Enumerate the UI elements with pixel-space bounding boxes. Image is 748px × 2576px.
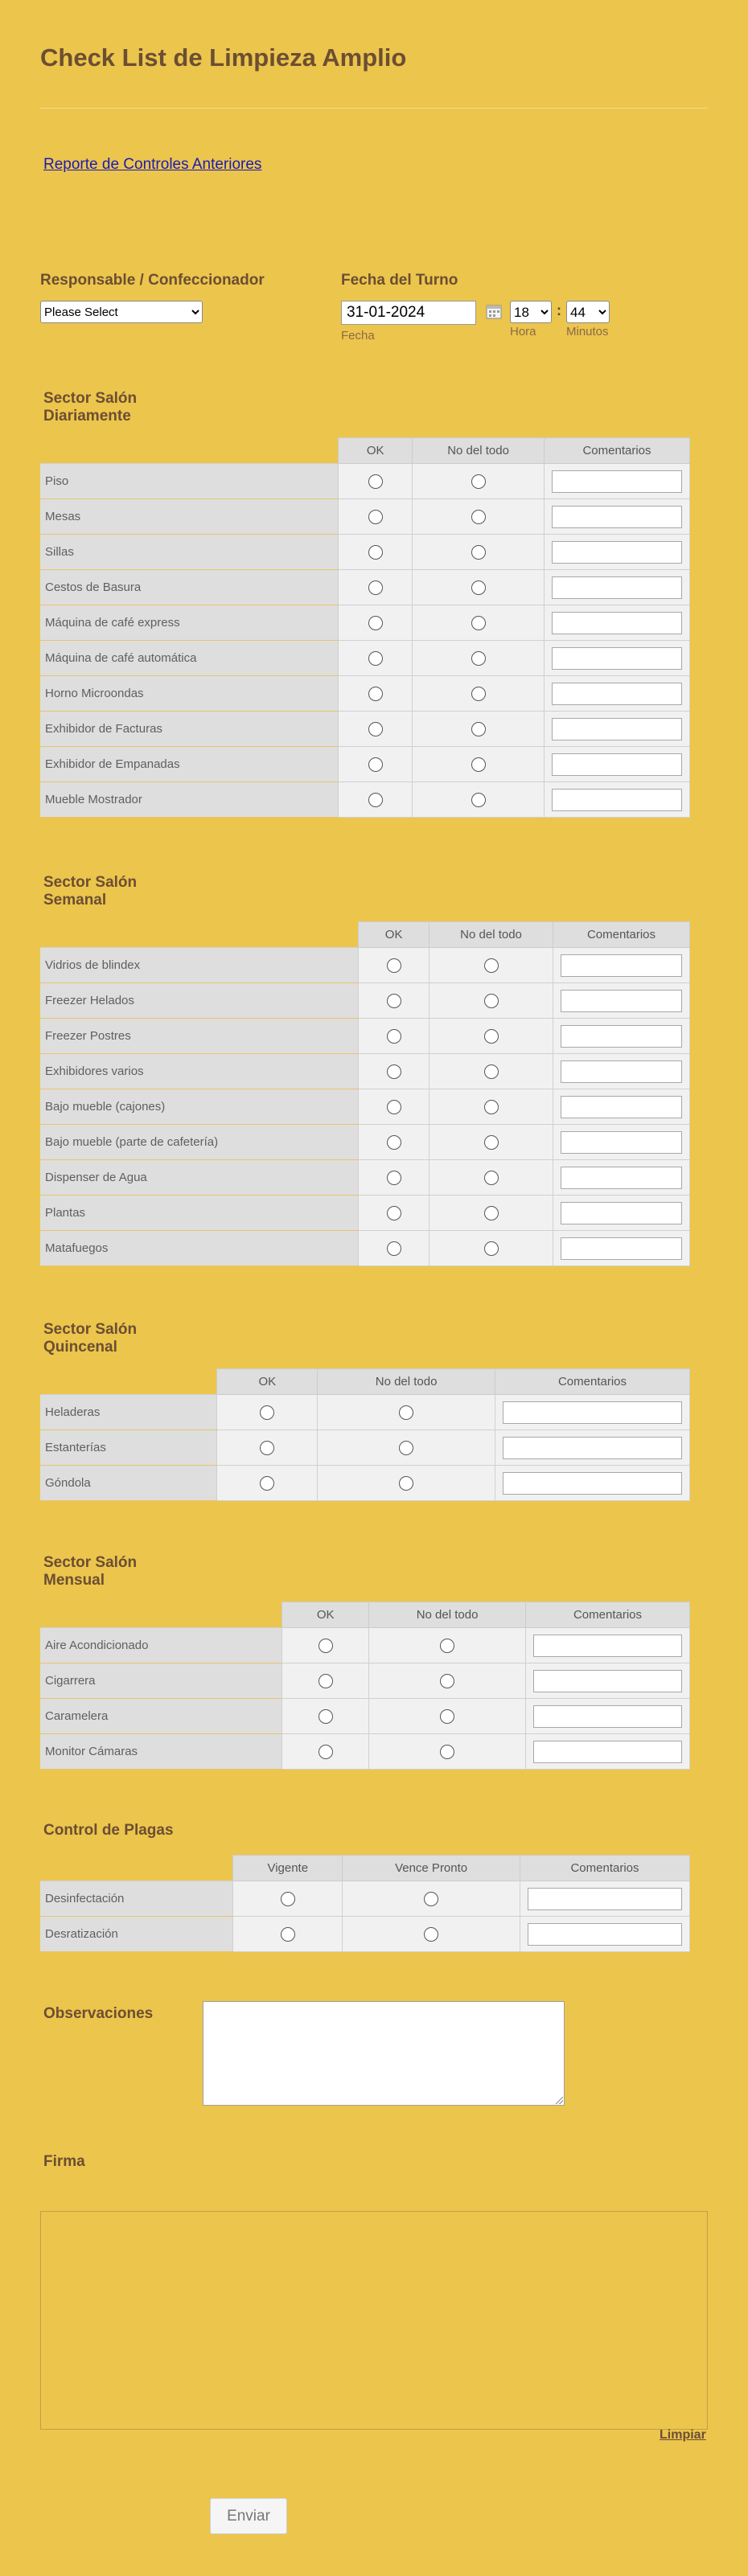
matrix-row [40,535,690,570]
radio-no-del-todo[interactable] [440,1674,454,1688]
report-link[interactable]: Reporte de Controles Anteriores [43,156,262,173]
radio-cell [359,1160,429,1196]
row-label-cigarrera: Cigarrera [40,1663,282,1699]
comment-input[interactable] [561,1202,682,1224]
matrix-row [40,1699,690,1734]
matrix-row [40,747,690,782]
comment-cell [544,641,689,676]
comment-cell [544,499,689,535]
radio-cell [318,1430,495,1466]
radio-cell [413,464,545,499]
radio-ok[interactable] [368,722,383,736]
row-label-estanterias: Estanterías [40,1430,217,1466]
radio-cell [359,1125,429,1160]
radio-cell [318,1395,495,1430]
matrix-row [40,983,690,1019]
section-title-line1: Sector Salón [43,874,138,891]
radio-cell [359,948,429,983]
radio-cell [339,641,413,676]
column-header-no-del-todo: No del todo [369,1602,526,1628]
matrix-row [40,1734,690,1770]
shift-label: Fecha del Turno [341,272,458,289]
column-header-vence-pronto: Vence Pronto [343,1856,520,1881]
radio-cell [413,712,545,747]
radio-no-del-todo[interactable] [399,1441,413,1455]
row-label-maquina-de-cafe-express: Máquina de café express [40,605,339,641]
row-label-horno-microondas: Horno Microondas [40,676,339,712]
matrix-row [40,712,690,747]
radio-cell [339,712,413,747]
radio-cell [429,1160,553,1196]
radio-cell [233,1917,343,1952]
matrix-row [40,499,690,535]
comment-input[interactable] [552,612,682,634]
radio-cell [339,605,413,641]
comment-input[interactable] [552,576,682,599]
matrix-row [40,1125,690,1160]
comment-input[interactable] [561,954,682,977]
minute-select[interactable] [566,301,610,323]
comment-input[interactable] [503,1401,682,1424]
radio-cell [217,1466,318,1501]
signature-pad[interactable] [40,2211,708,2430]
radio-no-del-todo[interactable] [484,1135,499,1150]
matrix-row [40,464,690,499]
observations-label: Observaciones [43,2005,154,2022]
comment-input[interactable] [561,1237,682,1260]
radio-cell [359,1231,429,1266]
row-label-piso: Piso [40,464,339,499]
comment-input[interactable] [552,683,682,705]
comment-cell [553,983,689,1019]
date-sublabel: Fecha [341,329,375,343]
row-label-vidrios-de-blindex: Vidrios de blindex [40,948,359,983]
radio-ok[interactable] [368,687,383,701]
radio-cell [343,1881,520,1917]
row-label-monitor-camaras: Monitor Cámaras [40,1734,282,1770]
matrix-row [40,1430,690,1466]
signature-label: Firma [43,2153,85,2170]
column-header-no-del-todo: No del todo [413,438,545,464]
matrix-row [40,605,690,641]
comment-cell [520,1917,690,1952]
comment-cell [526,1663,690,1699]
row-label-maquina-de-cafe-automatica: Máquina de café automática [40,641,339,676]
section-title [43,390,137,425]
responsible-select[interactable] [40,301,203,323]
column-header-no-del-todo: No del todo [318,1369,495,1395]
row-label-bajo-mueble-cajones: Bajo mueble (cajones) [40,1089,359,1125]
matrix-row [40,782,690,818]
section-title-line2: Quincenal [43,1339,117,1356]
row-label-exhibidores-varios: Exhibidores varios [40,1054,359,1089]
radio-cell [429,983,553,1019]
comment-cell [544,747,689,782]
comment-cell [544,605,689,641]
matrix-corner [40,1369,217,1395]
radio-cell [369,1699,526,1734]
radio-cell [413,747,545,782]
radio-cell [413,782,545,818]
radio-no-del-todo[interactable] [484,1241,499,1256]
radio-no-del-todo[interactable] [484,1171,499,1185]
section-title [43,1554,137,1589]
comment-input[interactable] [533,1705,682,1728]
checklist-matrix [40,437,690,818]
row-label-freezer-postres: Freezer Postres [40,1019,359,1054]
matrix-row [40,1466,690,1501]
radio-ok[interactable] [368,757,383,772]
matrix-row [40,1196,690,1231]
radio-vence-pronto[interactable] [424,1892,438,1906]
comment-input[interactable] [561,1060,682,1083]
radio-cell [369,1734,526,1770]
radio-cell [429,1089,553,1125]
comment-cell [495,1466,690,1501]
matrix-corner [40,1602,282,1628]
row-label-bajo-mueble-parte-de-cafeteria: Bajo mueble (parte de cafetería) [40,1125,359,1160]
page-title: Check List de Limpieza Amplio [40,43,407,72]
row-label-desinfectacion: Desinfectación [40,1881,233,1917]
radio-ok[interactable] [387,1100,401,1114]
matrix-row [40,676,690,712]
radio-cell [429,1231,553,1266]
comment-cell [520,1881,690,1917]
matrix-row [40,570,690,605]
clear-signature-link[interactable]: Limpiar [660,2428,706,2442]
radio-no-del-todo[interactable] [440,1745,454,1759]
minute-sublabel: Minutos [566,325,609,338]
matrix-row [40,1231,690,1266]
radio-vigente[interactable] [281,1892,295,1906]
column-header-ok: OK [282,1602,369,1628]
radio-cell [217,1430,318,1466]
radio-cell [359,1019,429,1054]
radio-cell [343,1917,520,1952]
row-label-plantas: Plantas [40,1196,359,1231]
radio-ok[interactable] [368,793,383,807]
radio-no-del-todo[interactable] [440,1709,454,1724]
radio-cell [359,1054,429,1089]
comment-cell [526,1628,690,1663]
responsible-label: Responsable / Confeccionador [40,272,265,289]
comment-input[interactable] [528,1888,682,1910]
radio-cell [339,570,413,605]
radio-no-del-todo[interactable] [471,722,486,736]
comment-input[interactable] [533,1635,682,1657]
row-label-cestos-de-basura: Cestos de Basura [40,570,339,605]
row-label-caramelera: Caramelera [40,1699,282,1734]
checklist-matrix [40,921,690,1266]
comment-input[interactable] [561,990,682,1012]
column-header-no-del-todo: No del todo [429,922,553,948]
comment-input[interactable] [552,789,682,811]
radio-cell [359,983,429,1019]
comment-cell [495,1395,690,1430]
radio-vigente[interactable] [281,1927,295,1942]
matrix-corner [40,1856,233,1881]
radio-cell [413,499,545,535]
row-label-mueble-mostrador: Mueble Mostrador [40,782,339,818]
comment-input[interactable] [533,1741,682,1763]
comment-cell [553,948,689,983]
comment-cell [553,1196,689,1231]
section-title-line1: Sector Salón [43,1321,138,1338]
comment-input[interactable] [552,718,682,740]
radio-ok[interactable] [387,1135,401,1150]
radio-ok[interactable] [387,1064,401,1079]
column-header-comentarios: Comentarios [520,1856,690,1881]
radio-no-del-todo[interactable] [471,757,486,772]
radio-cell [429,1125,553,1160]
column-header-comentarios: Comentarios [526,1602,690,1628]
row-label-gondola: Góndola [40,1466,217,1501]
radio-cell [369,1628,526,1663]
radio-ok[interactable] [260,1476,274,1491]
radio-no-del-todo[interactable] [471,651,486,666]
comment-input[interactable] [503,1472,682,1495]
row-label-dispenser-de-agua: Dispenser de Agua [40,1160,359,1196]
row-label-exhibidor-de-facturas: Exhibidor de Facturas [40,712,339,747]
comment-cell [544,570,689,605]
comment-input[interactable] [552,470,682,493]
radio-no-del-todo[interactable] [484,994,499,1008]
radio-cell [339,782,413,818]
column-header-comentarios: Comentarios [544,438,689,464]
radio-no-del-todo[interactable] [471,580,486,595]
submit-button[interactable]: Enviar [210,2498,287,2534]
comment-cell [553,1054,689,1089]
comment-cell [553,1125,689,1160]
radio-cell [413,570,545,605]
radio-ok[interactable] [260,1441,274,1455]
radio-ok[interactable] [368,510,383,524]
radio-ok[interactable] [368,651,383,666]
comment-input[interactable] [561,1167,682,1189]
radio-cell [339,464,413,499]
radio-cell [282,1699,369,1734]
comment-cell [544,535,689,570]
comment-input[interactable] [528,1923,682,1946]
comment-cell [495,1430,690,1466]
matrix-row [40,1054,690,1089]
radio-ok[interactable] [260,1405,274,1420]
matrix-row [40,1663,690,1699]
radio-cell [339,676,413,712]
row-label-desratizacion: Desratización [40,1917,233,1952]
comment-cell [544,712,689,747]
matrix-corner [40,438,339,464]
comment-cell [553,1019,689,1054]
radio-ok[interactable] [387,1029,401,1044]
section-title [43,1321,137,1356]
radio-cell [339,499,413,535]
radio-cell [429,948,553,983]
matrix-row [40,948,690,983]
column-header-ok: OK [339,438,413,464]
row-label-sillas: Sillas [40,535,339,570]
radio-no-del-todo[interactable] [471,545,486,560]
radio-cell [413,605,545,641]
row-label-exhibidor-de-empanadas: Exhibidor de Empanadas [40,747,339,782]
hour-select[interactable] [510,301,552,323]
matrix-row [40,1917,690,1952]
radio-ok[interactable] [368,616,383,630]
section-title-line1: Sector Salón [43,1554,138,1571]
row-label-heladeras: Heladeras [40,1395,217,1430]
row-label-mesas: Mesas [40,499,339,535]
column-header-ok: OK [359,922,429,948]
radio-no-del-todo[interactable] [471,793,486,807]
radio-cell [359,1196,429,1231]
radio-no-del-todo[interactable] [440,1639,454,1653]
radio-cell [217,1395,318,1430]
radio-no-del-todo[interactable] [471,616,486,630]
section-title-line2: Semanal [43,892,107,909]
time-separator: : [557,302,561,318]
section-title [43,1822,174,1840]
resize-grip-icon[interactable] [556,2097,563,2104]
comment-input[interactable] [561,1131,682,1154]
comment-input[interactable] [552,753,682,776]
section-title-line2: Diariamente [43,408,131,425]
radio-no-del-todo[interactable] [399,1405,413,1420]
checklist-matrix [40,1602,690,1770]
radio-ok[interactable] [387,994,401,1008]
comment-input[interactable] [552,647,682,670]
radio-no-del-todo[interactable] [484,1029,499,1044]
radio-cell [413,641,545,676]
date-input[interactable] [341,301,476,325]
radio-ok[interactable] [387,958,401,973]
comment-input[interactable] [552,506,682,528]
radio-cell [339,535,413,570]
radio-cell [359,1089,429,1125]
calendar-icon[interactable] [486,303,502,319]
radio-cell [413,535,545,570]
matrix-row [40,641,690,676]
radio-cell [413,676,545,712]
comment-input[interactable] [561,1096,682,1118]
radio-ok[interactable] [368,580,383,595]
matrix-row [40,1628,690,1663]
radio-ok[interactable] [319,1639,333,1653]
radio-cell [429,1054,553,1089]
matrix-row [40,1019,690,1054]
section-title-line1: Sector Salón [43,390,138,407]
radio-ok[interactable] [387,1171,401,1185]
section-title-line1: Control de Plagas [43,1822,174,1839]
comment-input[interactable] [561,1025,682,1048]
radio-no-del-todo[interactable] [484,958,499,973]
matrix-corner [40,922,359,948]
comment-cell [553,1160,689,1196]
column-header-comentarios: Comentarios [495,1369,690,1395]
section-title-line2: Mensual [43,1572,105,1589]
radio-ok[interactable] [319,1745,333,1759]
matrix-row [40,1881,690,1917]
radio-cell [429,1196,553,1231]
radio-ok[interactable] [368,474,383,489]
comment-cell [553,1089,689,1125]
column-header-ok: OK [217,1369,318,1395]
row-label-aire-acondicionado: Aire Acondicionado [40,1628,282,1663]
radio-cell [282,1734,369,1770]
comment-cell [544,782,689,818]
radio-ok[interactable] [387,1206,401,1220]
matrix-row [40,1395,690,1430]
radio-no-del-todo[interactable] [484,1100,499,1114]
comment-cell [526,1699,690,1734]
radio-cell [233,1881,343,1917]
radio-cell [429,1019,553,1054]
hour-sublabel: Hora [510,325,536,338]
matrix-row [40,1089,690,1125]
radio-no-del-todo[interactable] [484,1206,499,1220]
observations-textarea[interactable] [203,2001,565,2106]
radio-ok[interactable] [319,1674,333,1688]
radio-cell [369,1663,526,1699]
column-header-comentarios: Comentarios [553,922,689,948]
radio-ok[interactable] [319,1709,333,1724]
column-header-vigente: Vigente [233,1856,343,1881]
radio-ok[interactable] [387,1241,401,1256]
comment-cell [544,676,689,712]
comment-cell [544,464,689,499]
radio-cell [282,1663,369,1699]
radio-no-del-todo[interactable] [399,1476,413,1491]
radio-no-del-todo[interactable] [484,1064,499,1079]
radio-cell [282,1628,369,1663]
row-label-matafuegos: Matafuegos [40,1231,359,1266]
comment-input[interactable] [533,1670,682,1692]
radio-vence-pronto[interactable] [424,1927,438,1942]
radio-cell [318,1466,495,1501]
radio-no-del-todo[interactable] [471,687,486,701]
comment-cell [526,1734,690,1770]
radio-ok[interactable] [368,545,383,560]
comment-input[interactable] [552,541,682,564]
radio-no-del-todo[interactable] [471,474,486,489]
section-title [43,874,137,909]
comment-input[interactable] [503,1437,682,1459]
checklist-matrix [40,1855,690,1952]
matrix-row [40,1160,690,1196]
checklist-matrix [40,1368,690,1501]
row-label-freezer-helados: Freezer Helados [40,983,359,1019]
radio-no-del-todo[interactable] [471,510,486,524]
radio-cell [339,747,413,782]
header-divider [40,108,708,109]
comment-cell [553,1231,689,1266]
